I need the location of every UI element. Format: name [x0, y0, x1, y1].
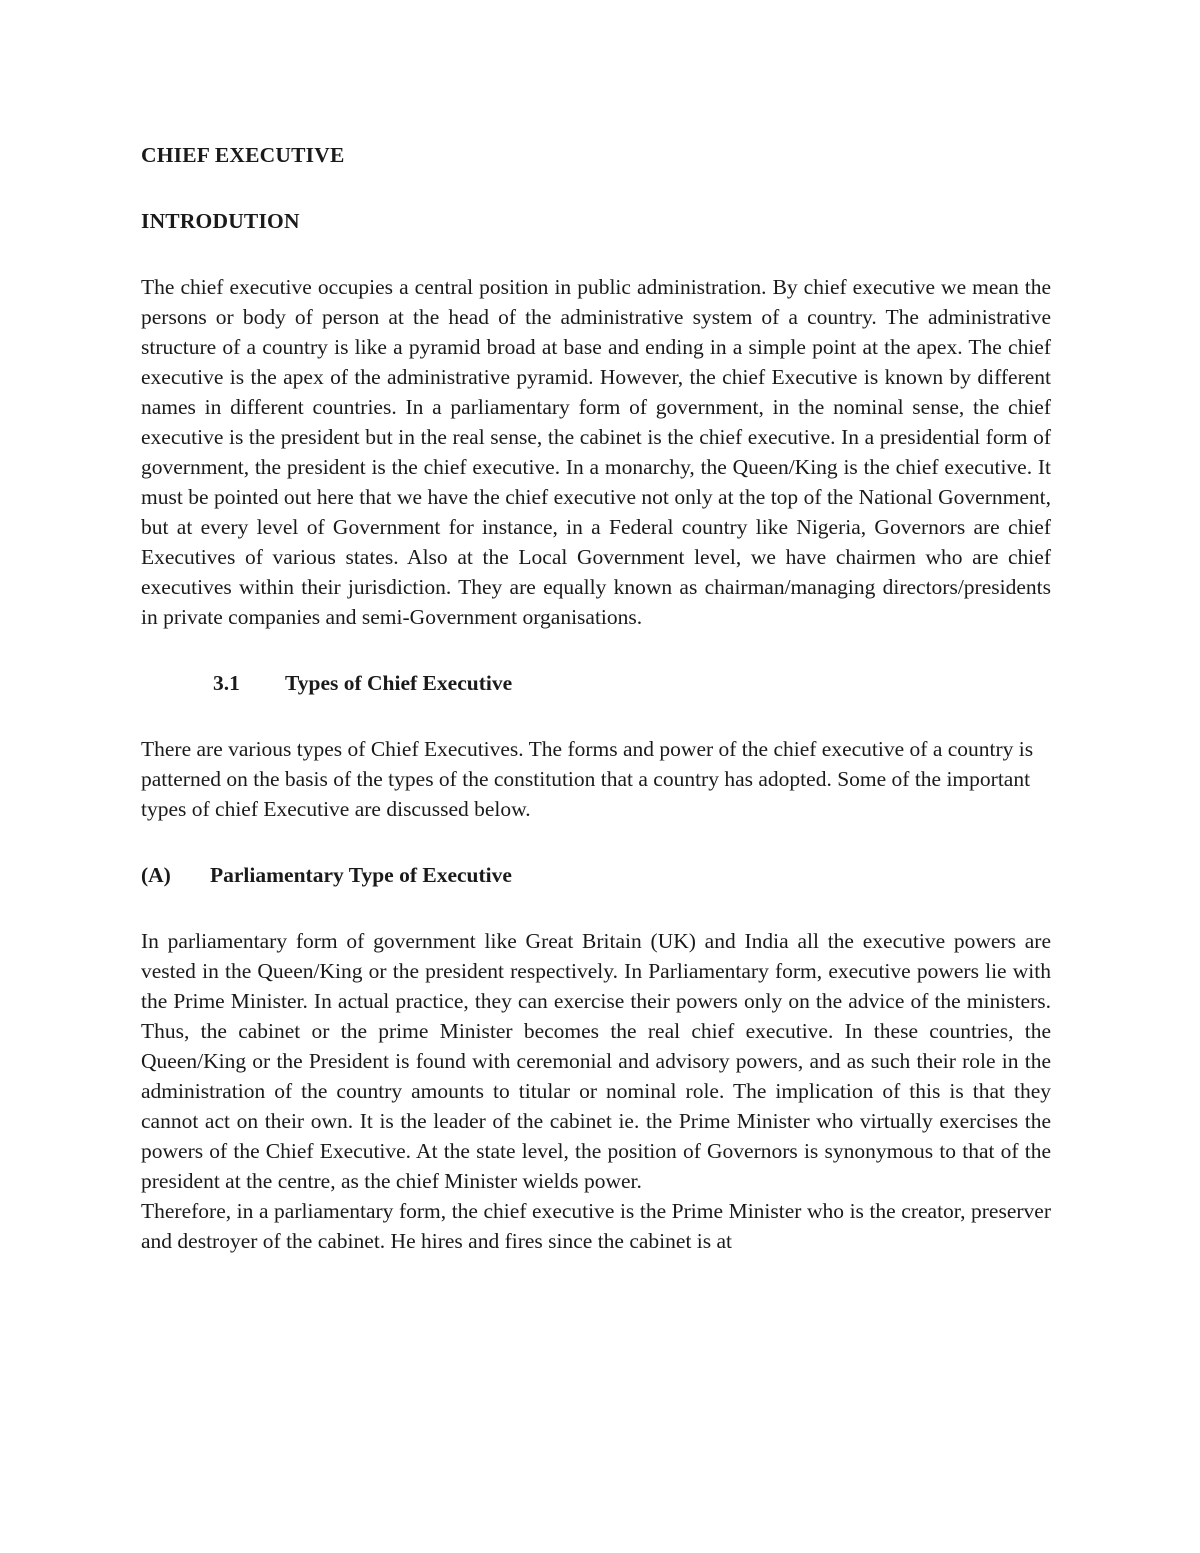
section-title: Types of Chief Executive	[285, 671, 513, 695]
subsection-title: Parliamentary Type of Executive	[210, 863, 512, 887]
intro-heading: INTRODUTION	[141, 209, 300, 233]
document-page	[141, 140, 1051, 1256]
section-heading	[141, 668, 1051, 698]
subsection-letter: (A)	[141, 863, 171, 887]
section-paragraph: There are various types of Chief Executives. The forms and power of the chief executive of a country is patterned on the basis of the types of the constitution that a country has adopted. Some of the important types of chief Executive are discussed below.	[141, 737, 1034, 821]
subsection-paragraph-2: Therefore, in a parliamentary form, the chief executive is the Prime Minister who is the creator, preserver and destroyer of the cabinet. He hires and fires since the cabinet is at	[141, 1199, 1051, 1253]
subsection-heading	[141, 860, 1051, 890]
section-number: 3.1	[213, 671, 240, 695]
subsection-paragraph-1: In parliamentary form of government like Great Britain (UK) and India all the executive powers are vested in the Queen/King or the president respectively. In Parliamentary form, executive powers lie with the Prime Minister. In actual practice, they can exercise their powers only on the advice of the ministers. Thus, the cabinet or the prime Minister becomes the real chief executive. In these countries, the Queen/King or the President is found with ceremonial and advisory powers, and as such their role in the administration of the country amounts to titular or nominal role. The implication of this is that they cannot act on their own. It is the leader of the cabinet ie. the Prime Minister who virtually exercises the powers of the Chief Executive. At the state level, the position of Governors is synonymous to that of the president at the centre, as the chief Minister wields power.	[141, 929, 1051, 1193]
document-title: CHIEF EXECUTIVE	[141, 143, 345, 167]
intro-paragraph: The chief executive occupies a central position in public administration. By chief executive we mean the persons or body of person at the head of the administrative system of a country. The administrative structure of a country is like a pyramid broad at base and ending in a simple point at the apex. The chief executive is the apex of the administrative pyramid. However, the chief Executive is known by different names in different countries. In a parliamentary form of government, in the nominal sense, the chief executive is the president but in the real sense, the cabinet is the chief executive. In a presidential form of government, the president is the chief executive. In a monarchy, the Queen/King is the chief executive. It must be pointed out here that we have the chief executive not only at the top of the National Government, but at every level of Government for instance, in a Federal country like Nigeria, Governors are chief Executives of various states. Also at the Local Government level, we have chairmen who are chief executives within their jurisdiction. They are equally known as chairman/managing directors/presidents in private companies and semi-Government organisations.	[141, 275, 1051, 629]
